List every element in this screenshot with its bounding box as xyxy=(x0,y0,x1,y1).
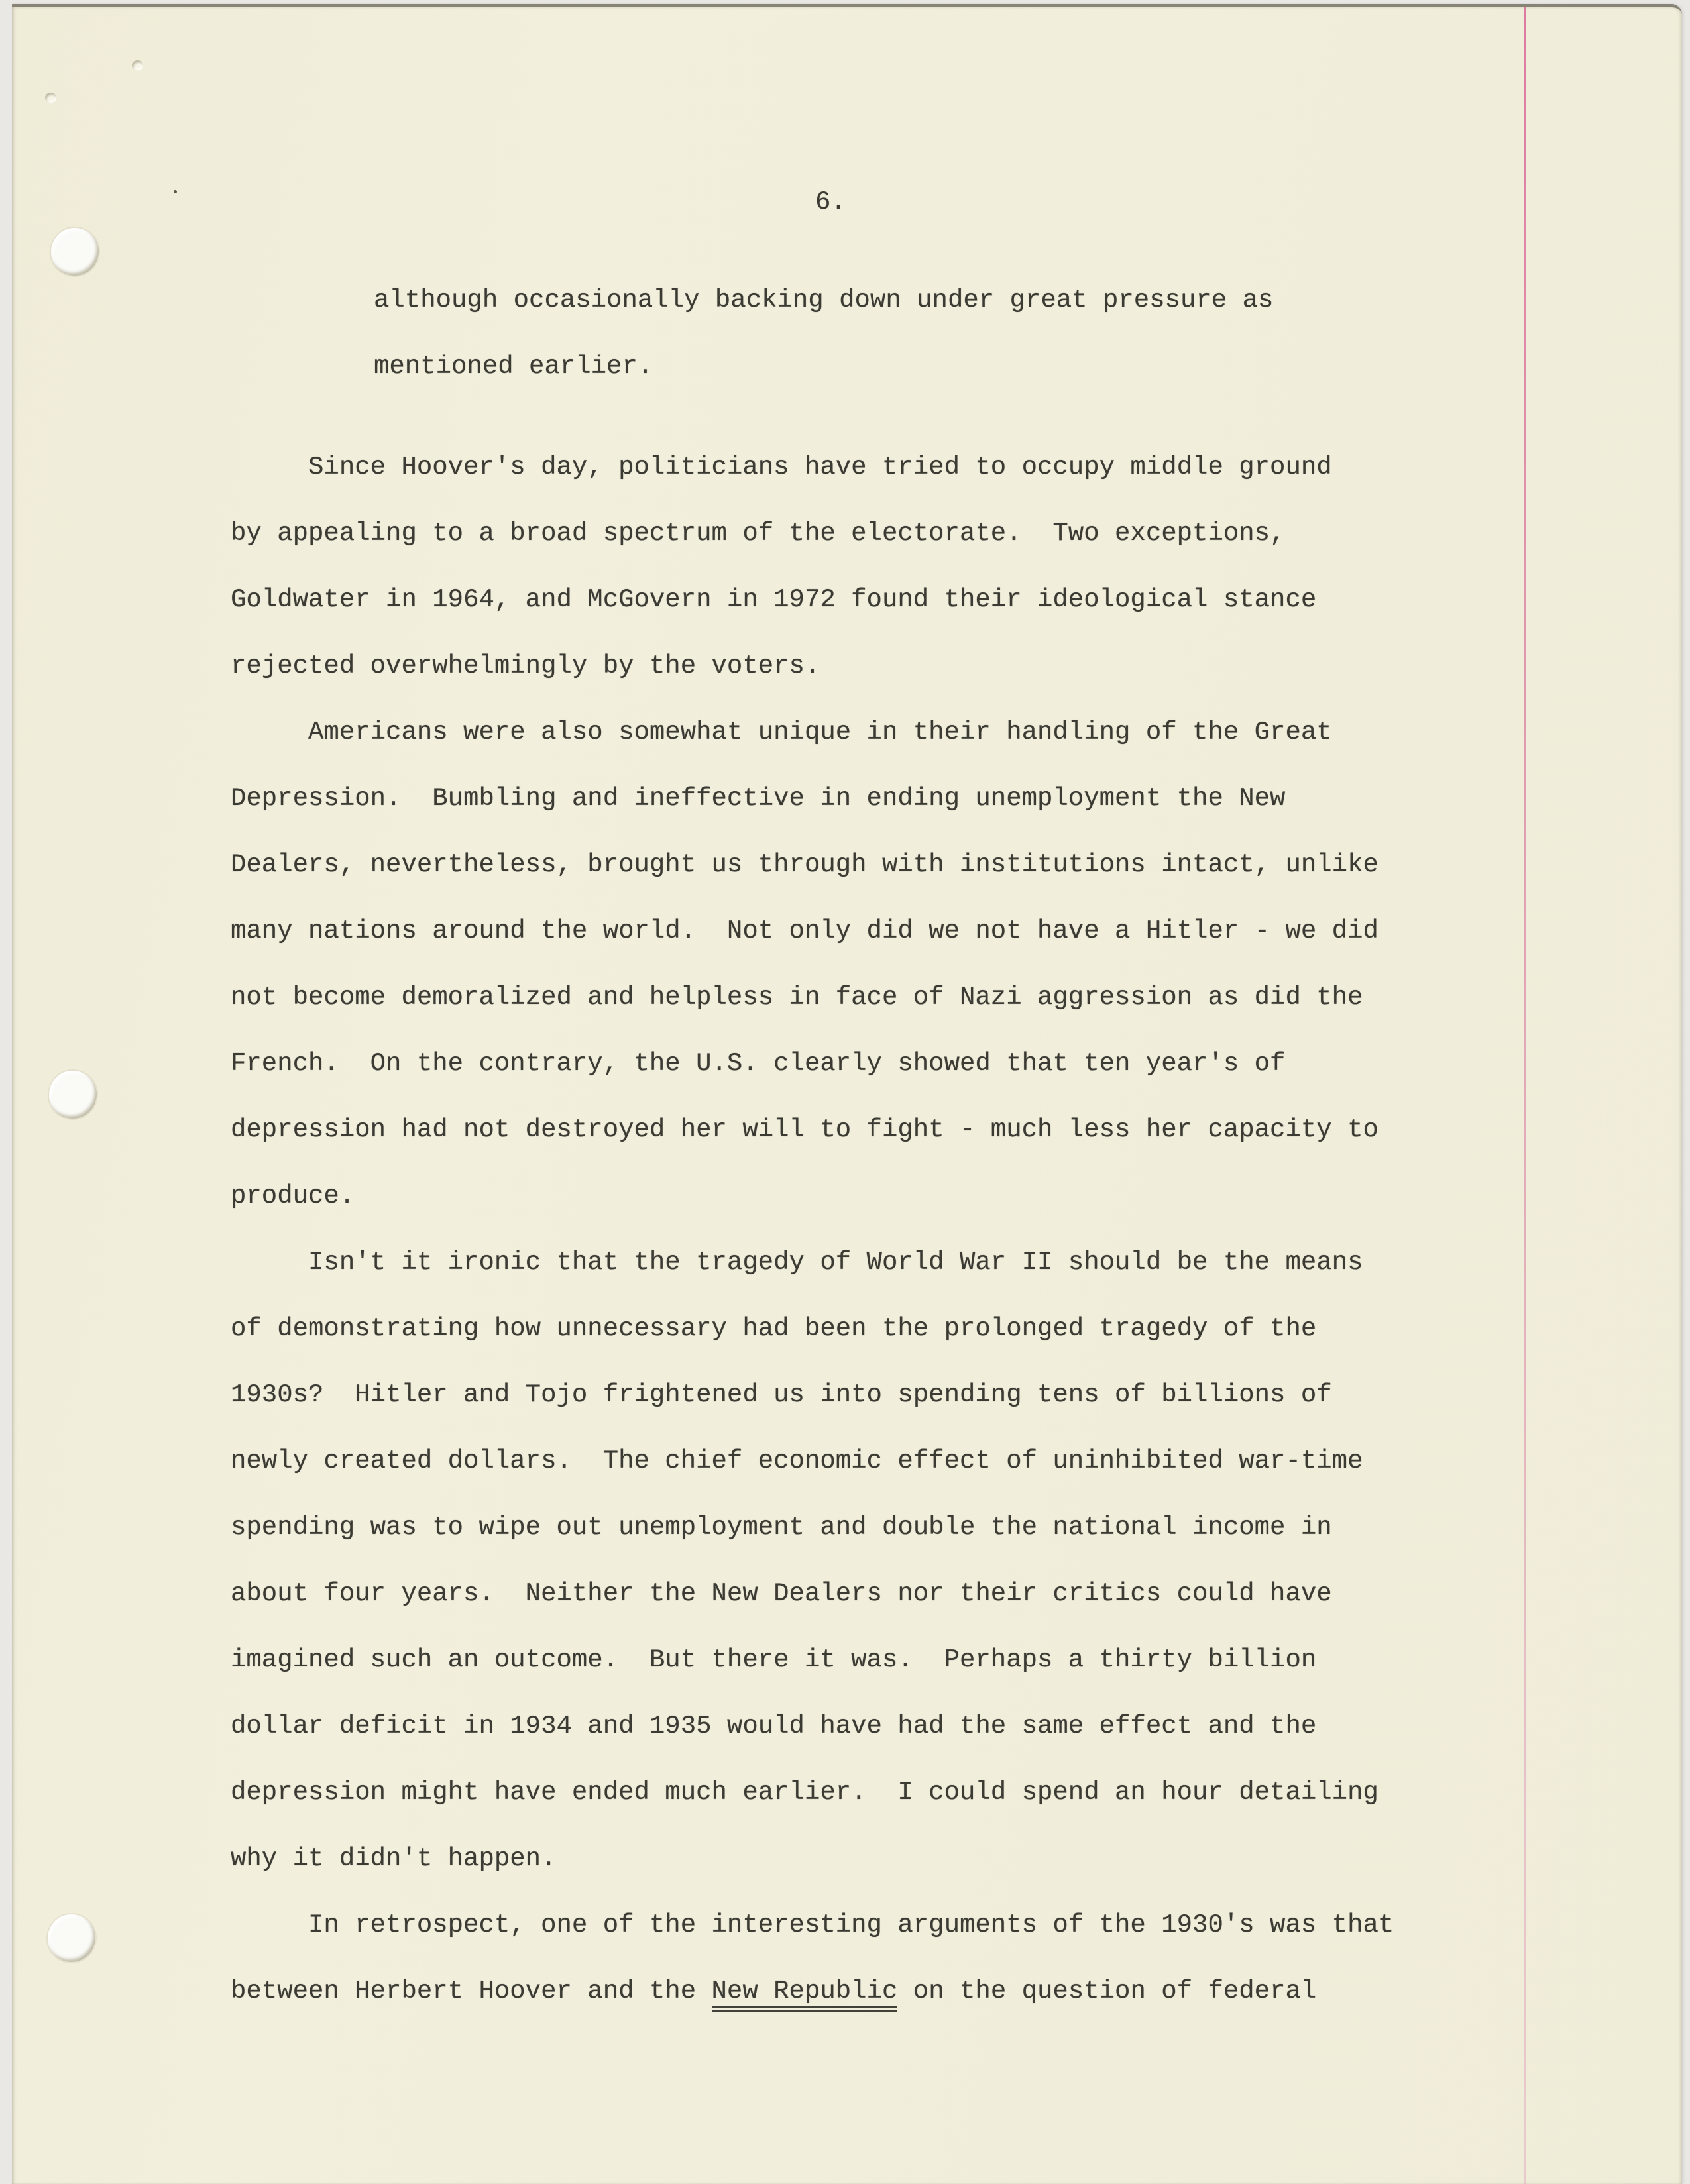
paper-dimple xyxy=(132,60,143,70)
typed-line: many nations around the world. Not only did we not have a Hitler - we did xyxy=(231,916,1379,946)
typed-line: mentioned earlier. xyxy=(374,352,653,381)
typed-line: Isn't it ironic that the tragedy of World War II should be the means xyxy=(231,1248,1363,1277)
typed-line: French. On the contrary, the U.S. clearly showed that ten year's of xyxy=(231,1049,1286,1078)
typed-line: why it didn't happen. xyxy=(231,1844,557,1873)
typed-line: Depression. Bumbling and ineffective in ending unemployment the New xyxy=(231,784,1286,813)
typed-line: although occasionally backing down under great pressure as xyxy=(374,286,1274,315)
typed-line: rejected overwhelmingly by the voters. xyxy=(231,651,820,681)
typed-line: about four years. Neither the New Dealers nor their critics could have xyxy=(231,1579,1332,1608)
typed-line: Americans were also somewhat unique in their handling of the Great xyxy=(231,718,1332,747)
typed-line: by appealing to a broad spectrum of the electorate. Two exceptions, xyxy=(231,519,1286,548)
typed-line: Dealers, nevertheless, brought us through with institutions intact, unlike xyxy=(231,850,1379,879)
punch-hole-top xyxy=(51,228,99,276)
typed-line: produce. xyxy=(231,1181,355,1211)
typed-line: depression might have ended much earlier. I could spend an hour detailing xyxy=(231,1778,1379,1807)
typed-line: newly created dollars. The chief economic effect of uninhibited war-time xyxy=(231,1447,1363,1476)
punch-hole-middle xyxy=(49,1071,97,1119)
typed-line-with-title xyxy=(231,1958,1424,2024)
typed-text: between Herbert Hoover and the xyxy=(231,1977,712,2006)
paper-dimple xyxy=(45,93,56,103)
typed-line: dollar deficit in 1934 and 1935 would have had the same effect and the xyxy=(231,1712,1317,1741)
typed-line: of demonstrating how unnecessary had been the prolonged tragedy of the xyxy=(231,1314,1317,1343)
typed-line: not become demoralized and helpless in face of Nazi aggression as did the xyxy=(231,983,1363,1012)
ink-speck xyxy=(174,190,177,193)
pink-margin-rule xyxy=(1524,7,1526,2184)
typed-line: 1930s? Hitler and Tojo frightened us into spending tens of billions of xyxy=(231,1380,1332,1409)
page-number: 6. xyxy=(815,188,846,217)
underlined-publication-title: New Republic xyxy=(712,1977,898,2012)
typed-line: In retrospect, one of the interesting arguments of the 1930's was that xyxy=(231,1910,1394,1939)
typed-text-block xyxy=(231,267,1424,2024)
typed-line: Since Hoover's day, politicians have tried to occupy middle ground xyxy=(231,453,1332,482)
typed-text: on the question of federal xyxy=(897,1977,1317,2006)
typed-line: depression had not destroyed her will to fight - much less her capacity to xyxy=(231,1115,1379,1144)
typed-line: spending was to wipe out unemployment and double the national income in xyxy=(231,1513,1332,1542)
typed-line: imagined such an outcome. But there it was. Perhaps a thirty billion xyxy=(231,1645,1317,1674)
paper-sheet xyxy=(12,4,1682,2184)
punch-hole-bottom xyxy=(48,1914,95,1962)
typed-line: Goldwater in 1964, and McGovern in 1972 found their ideological stance xyxy=(231,585,1317,614)
